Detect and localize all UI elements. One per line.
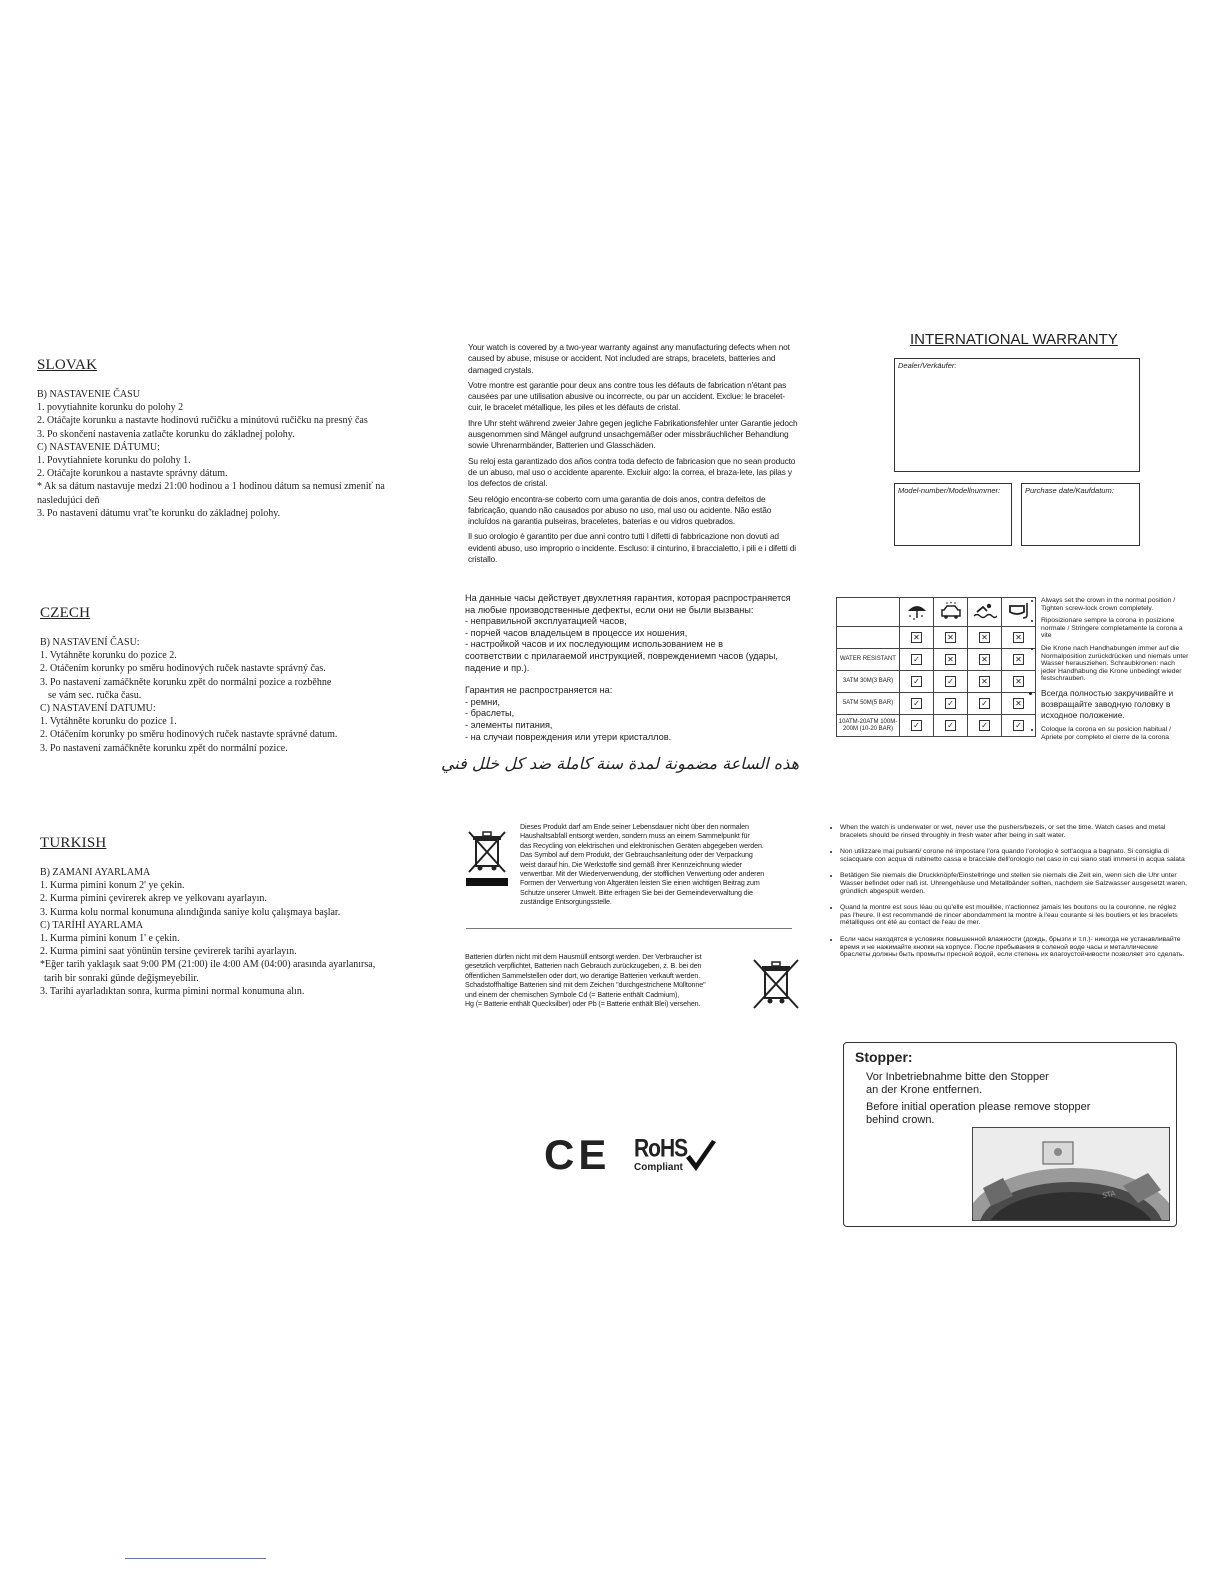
russian-line: падение и пр.). [465,662,530,673]
stopper-de-line: an der Krone entfernen. [866,1083,983,1096]
table-corner [837,598,900,627]
car-wash-icon [934,598,968,627]
warranty-text [468,342,798,569]
turkish-line: 3. Tarihi ayarladıktan sonra, kurma pimini normal konumuna alın. [40,985,305,997]
weee-text [520,823,800,908]
czech-line: 2. Otáčením korunky po směru hodinových ruček nastavte správné datum. [40,729,338,741]
slovak-line: nasledujúci deň [37,494,100,506]
turkish-line: 3. Kurma kolu normal konumuna alındığında saniye kolu çalışmaya başlar. [40,906,341,918]
cross-checkbox-icon: ✕ [979,632,990,643]
section-divider [466,928,792,929]
battery-line: öffentlichen Sammelstellen oder dort, wo derartige Batterien verkauft werden. [465,971,701,980]
russian-line: - порчей часов владельцем в процессе их ношения, [465,627,688,638]
cross-checkbox-icon: ✕ [1013,698,1024,709]
arabic-warranty-line: هذه الساعة مضمونة لمدة سنة كاملة ضد كل خلل فني [440,754,800,773]
stopper-box [843,1042,1177,1227]
wet-note: • Non utilizzare mai pulsanti/ corone né impostare l'ora quando l'orologio è sott'acqua a bagnato. Si consiglia di sciacquare con acqua di rubinetto cassa e bracciale dell'orologio nel caso in cui siano stati immersi in acqua salata [840,848,1188,863]
wet-notes [832,824,1188,964]
czech-instructions [40,636,440,755]
purchase-date-field[interactable] [1021,483,1140,546]
turkish-line: 2. Kurma pimini çevirerek akrep ve yelkovanı ayarlayın. [40,893,267,905]
battery-line: und einem der chemischen Symbole Cd (= Batterie enthält Cadmium), [465,990,680,999]
dealer-label: Dealer/Verkäufer: [898,361,957,370]
czech-line: C) NASTAVENÍ DATUMU: [40,703,156,715]
stopper-en-line: behind crown. [866,1113,935,1126]
weee-line: weist darauf hin. Die Werkstoffe sind gemäß ihrer Kennzeichnung wieder [520,860,742,869]
slovak-line: 1. povytiahnite korunku do polohy 2 [37,402,184,414]
russian-line: соответствии с прилагаемой инструкцией, повреждениемп часов (удары, [465,650,778,661]
footer-link-line [125,1558,266,1559]
warranty-paragraph-pt: Seu relógio encontra-se coberto com uma garantia de dois anos, contra defeitos de fabricação, quando não causados por abuso no uso, mal uso ou acidente. Não estão incluídos na garantia pulseiras, braceletes, baterias e ou vidros quebrados. [468,493,772,527]
weee-line: Das Symbol auf dem Produkt, der Gebrauchsanleitung oder der Verpackung [520,851,753,860]
warranty-paragraph-fr: Votre montre est garantie pour deux ans contre tous les défauts de fabrication n'étant pas causées par une utilisation abusive ou incorrecte, ou par un accident. Exclue: le bracelet-cuir, le bracelet métallique, les piles et les défauts de cristal. [468,379,787,413]
stopper-en-text [866,1101,1090,1126]
water-row-label: 3ATM 30M(3 BAR) [837,671,900,693]
ce-mark: CE [544,1131,611,1178]
stopper-en-line: Before initial operation please remove stopper [866,1101,1091,1113]
cross-checkbox-icon: ✕ [1013,632,1024,643]
turkish-instructions [40,866,440,998]
russian-line: - элементы питания, [465,719,553,730]
crown-note: • Always set the crown in the normal position / Tighten screw-lock crown completely. [1041,597,1189,612]
russian-line: На данные часы действует двухлетняя гарантия, которая распространяется [465,593,791,603]
slovak-line: 2. Otáčajte korunku a nastavte hodinovú ručičku a minútovú ručičku na presný čas [37,415,368,427]
slovak-line: 3. Po nastavení dátumu vrať'te korunku do základnej polohy. [37,507,281,519]
russian-warranty [465,593,810,743]
slovak-line: C) NASTAVENIE DÁTUMU: [37,441,160,453]
turkish-line: B) ZAMANI AYARLAMA [40,867,151,878]
svg-text:STA: STA [1101,1189,1117,1200]
model-number-label: Model-number/Modellnummer: [898,486,1001,495]
weee-line: Formen der Verwertung von Altgeräten leisten Sie einen wichtigen Beitrag zum [520,879,760,888]
weee-line: Haushaltsabfall entsorgt werden, sondern muss an einem Sammelpunkt für [520,832,750,841]
battery-line: gesetzlich verpflichtet, Batterien nach Gebrauch zurückzugeben, z. B. bei den [465,962,702,971]
cross-checkbox-icon: ✕ [979,676,990,687]
czech-line: 1. Vytáhněte korunku do pozice 1. [40,716,177,728]
russian-line: - неправильной эксплуатацией часов, [465,616,627,627]
czech-line: 1. Vytáhněte korunku do pozice 2. [40,650,177,662]
slovak-title: SLOVAK [37,357,98,373]
check-checkbox-icon: ✓ [979,720,990,731]
russian-line: Гарантия не распространяется на: [465,685,613,696]
watch-crown-photo [972,1127,1170,1221]
cross-checkbox-icon: ✕ [945,632,956,643]
slovak-section [37,357,437,520]
turkish-section [40,835,440,998]
turkish-title: TURKISH [40,835,107,851]
check-mark-icon [684,1138,718,1179]
cross-checkbox-icon: ✕ [945,654,956,665]
weee-line: das Recycling von elektrischen und elektronischen Geräten abgegeben werden. [520,841,764,850]
czech-line: 2. Otáčením korunky po směru hodinových ruček nastavte správný čas. [40,663,326,675]
check-checkbox-icon: ✓ [911,676,922,687]
warranty-paragraph-es: Su reloj esta garantizado dos años contra toda defecto de fabricasion que no sean producto de un abuso, mal uso o accidente aparente. Excluir algo: la correa, el braza-lete, las pilas y los defectos de cristal. [468,455,796,489]
crown-note: • Всегда полностью закручивайте и возвращайте заводную головку в исходное положение. [1041,688,1189,721]
water-resistance-table [836,597,1036,737]
crossed-bin-icon [466,828,508,893]
stopper-de-text [866,1071,1049,1096]
czech-section [40,605,440,755]
wet-note: • Betätigen Sie niemals die Druckknöpfe/Einstellringe und stellen sie niemals die Zeit ein, wenn sich die Uhr unter Wasser befindet oder naß ist. Uhrengehäuse und Metallbänder sollten, nachdem sie Salzwasser ausgesetzt waren, gründlich abgespült werden. [840,872,1188,895]
turkish-line: C) TARİHİ AYARLAMA [40,919,144,931]
turkish-line: 1. Kurma pimini konum 1' e çekin. [40,933,180,945]
check-checkbox-icon: ✓ [945,720,956,731]
cross-checkbox-icon: ✕ [911,632,922,643]
battery-line: Hg (= Batterie enthält Quecksilber) oder Pb (= Batterie enthält Blei) versehen. [465,1000,701,1009]
check-checkbox-icon: ✓ [911,698,922,709]
turkish-line: 2. Kurma pimini saat yönünün tersine çevirerek tarihi ayarlayın. [40,946,297,958]
dealer-field[interactable] [894,358,1140,472]
russian-line: - браслеты, [465,708,515,719]
check-checkbox-icon: ✓ [945,676,956,687]
cross-checkbox-icon: ✕ [1013,654,1024,665]
turkish-line: 1. Kurma pimini konum 2' ye çekin. [40,880,185,892]
czech-line: 3. Po nastavení zamáčkněte korunku zpět do normální pozice a rozběhne [40,676,332,688]
water-row-label [837,627,900,649]
slovak-line: * Ak sa dátum nastavuje medzi 21:00 hodinou a 1 hodinou dátum sa nemusí zmeniť na [37,481,385,493]
weee-line: Schutze unserer Umwelt. Bitte erfragen Sie bei der Gemeindeverwaltung die [520,888,753,897]
slovak-line: 2. Otáčajte korunkou a nastavte správny dátum. [37,468,228,480]
check-checkbox-icon: ✓ [945,698,956,709]
warranty-paragraph-en: Your watch is covered by a two-year warranty against any manufacturing defects when not caused by abuse, misuse or accident. Not included are straps, bracelets, batteries and damaged crystals. [468,342,790,375]
russian-line: на любые производственные дефекты, если они не были вызваны: [465,604,754,615]
cross-checkbox-icon: ✕ [1013,676,1024,687]
czech-title: CZECH [40,605,91,621]
warranty-paragraph-de: Ihre Uhr steht während zweier Jahre gegen jegliche Fabrikationsfehler unter Garantie jedoch ausgenommen sind Mängel aufgrund unsachgemäßer oder missbräuchlicher Behandlung sowie Uhrenarmbänder, Batterien und Glasschäden. [468,417,798,451]
weee-line: zuständige Entsorgungsstelle. [520,898,612,907]
slovak-line: 3. Po skončení nastavenia zatlačte korunku do základnej polohy. [37,428,295,440]
battery-line: Batterien dürfen nicht mit dem Hausmüll entsorgt werden. Der Verbraucher ist [465,953,702,961]
crown-notes [1033,597,1189,746]
rohs-compliant-label: Compliant [634,1162,683,1173]
water-row-label: WATER RESISTANT [837,649,900,671]
wet-note: • Quand la montre est sous léau ou qu'elle est mouillée, n'actionnez jamais les boutons ou la couronne, ne réglez pas l'heure. Il est recommandé de rincer abondamment la montre à l'eau courante si les boutiers et les bracelets métalliques ont été au contact de l'eau de mer. [840,904,1188,927]
crown-note: • Riposizionare sempre la corona in posizione normale / Stringere completamente la corona a vite [1041,617,1189,640]
russian-line: - ремни, [465,696,500,707]
warranty-paragraph-it: Il suo orologio è garantito per due anni contro tutti I difetti di fabbricazione non dovuti ad evidenti abuso, uso improprio o incidente. Escluso: il cinturino, il braccialetto, i pili e i difetti di cristallo. [468,531,796,565]
slovak-instructions [37,388,437,520]
slovak-line: B) NASTAVENIE ČASU [37,389,140,400]
slovak-line: 1. Povytiahniete korunku do polohy 1. [37,455,191,467]
czech-line: 3. Po nastavení zamáčkněte korunku zpět do normální pozice. [40,742,288,754]
wet-note: • Если часы находятся в условиях повышенной влажности (дождь, брызги и т.п.)- никогда не устанавливайте время и не нажимайте кнопки на корпусе. После пребывания в соленой воде часы и металлические браслеты должны быть промыты пресной водой, если степень их влагоустойчивости позволяет это сделать. [840,936,1188,959]
weee-line: Dieses Produkt darf am Ende seiner Lebensdauer nicht über den normalen [520,823,749,831]
check-checkbox-icon: ✓ [979,698,990,709]
swimming-icon [968,598,1002,627]
crown-note: • Coloque la corona en su posicion habitual / Apriete por completo el cierre de la corona [1041,726,1189,741]
weee-line: verwertbar. Mit der Wiederverwendung, der stofflichen Verwertung oder anderen [520,870,765,879]
crossed-battery-bin-icon [752,958,800,1017]
check-checkbox-icon: ✓ [911,654,922,665]
model-number-field[interactable] [894,483,1012,546]
intl-warranty-title: INTERNATIONAL WARRANTY [910,331,1118,348]
check-checkbox-icon: ✓ [911,720,922,731]
check-checkbox-icon: ✓ [1013,720,1024,731]
turkish-line: tarih bir sonraki günde değişmeyebilir. [44,972,199,984]
battery-text [465,953,755,1009]
rohs-mark [634,1136,687,1173]
water-row-label: 5ATM 50M(5 BAR) [837,693,900,715]
wet-note: • When the watch is underwater or wet, never use the pushers/bezels, or set the time. Watch cases and metal bracelets should be rinsed throughly in fresh water after being in salt water. [840,824,1188,839]
turkish-line: *Eğer tarih yaklaşık saat 9:00 PM (21:00) ile 4:00 AM (04:00) arasında ayarlanırsa, [40,959,376,971]
rain-icon [900,598,934,627]
purchase-date-label: Purchase date/Kaufdatum: [1025,486,1114,495]
cross-checkbox-icon: ✕ [979,654,990,665]
rohs-label: RoHS [634,1134,688,1163]
czech-line: se vám sec. ručka času. [48,689,142,701]
stopper-de-line: Vor Inbetriebnahme bitte den Stopper [866,1071,1049,1083]
russian-line: - на случаи повреждения или утери кристаллов. [465,731,672,742]
battery-line: Schadstoffhaltige Batterien sind mit dem Zeichen "durchgestrichene Mülltonne" [465,981,706,990]
crown-note: • Die Krone nach Handhabungen immer auf die Normalposition zurückdrücken und niemals unter Wasser herausziehen. Schraubkronen: nach jeder Handhabung die Krone unbedingt wieder festschrauben. [1041,645,1189,683]
water-row-label: 10ATM-20ATM 100M-200M (10-20 BAR) [837,715,900,737]
czech-line: B) NASTAVENÍ ČASU: [40,637,140,648]
stopper-title: Stopper: [855,1049,913,1065]
russian-line: - настройкой часов и их последующим использованием не в [465,639,723,650]
